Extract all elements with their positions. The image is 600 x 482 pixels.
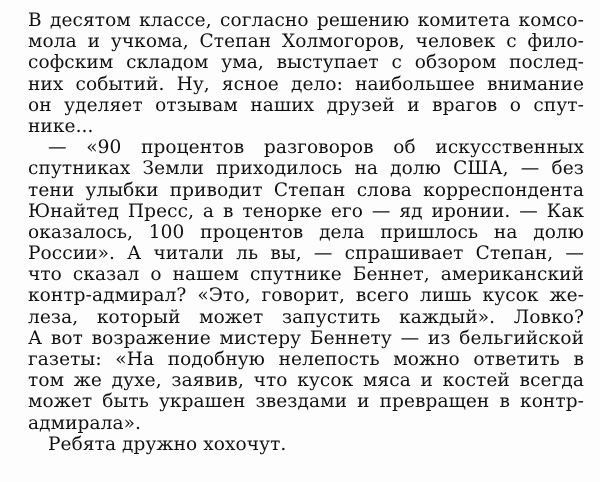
text-line: он уделяет отзывам наших друзей и врагов о спут-	[28, 94, 584, 116]
text-line: софским складом ума, выступает с обзором послед-	[28, 52, 584, 74]
text-line: мола и учкома, Степан Холмогоров, человек с фило-	[28, 31, 584, 53]
text-line: газеты: «На подобную нелепость можно ответить в	[28, 349, 584, 370]
text-line: спутниках Земли приходилось на долю США, — без	[28, 158, 584, 180]
text-line: Ребята дружно хохочут.	[48, 433, 287, 455]
text-line: них событий. Ну, ясное дело: наибольшее внимание	[28, 73, 584, 95]
text-line: Юнайтед Пресс, а в тенорке его — яд иронии. — Как	[28, 200, 584, 222]
article-text	[28, 10, 584, 455]
text-line: может быть украшен звездами и превращен в контр-	[28, 391, 584, 413]
text-line: контр-адмирал? «Это, говорит, всего лишь кусок же-	[28, 285, 584, 307]
text-line: тени улыбки приводит Степан слова корреспондента	[28, 179, 584, 201]
text-line: что сказал о нашем спутнике Беннет, американский	[28, 264, 584, 286]
text-line: А вот возражение мистеру Беннету — из бельгийской	[28, 327, 584, 349]
text-line: адмирала».	[28, 412, 141, 434]
text-line: В десятом классе, согласно решению комитета комсо-	[28, 10, 584, 31]
text-line: — «90 процентов разговоров об искусственных	[48, 137, 584, 159]
text-line: леза, который может запустить каждый». Ловко?	[28, 306, 584, 328]
text-line: оказалось, 100 процентов дела пришлось на долю	[28, 221, 584, 243]
text-line: том же духе, заявив, что кусок мяса и костей всегда	[28, 370, 584, 392]
text-line: России». А читали ль вы, — спрашивает Степан, —	[28, 243, 584, 265]
text-line: нике...	[28, 115, 94, 137]
